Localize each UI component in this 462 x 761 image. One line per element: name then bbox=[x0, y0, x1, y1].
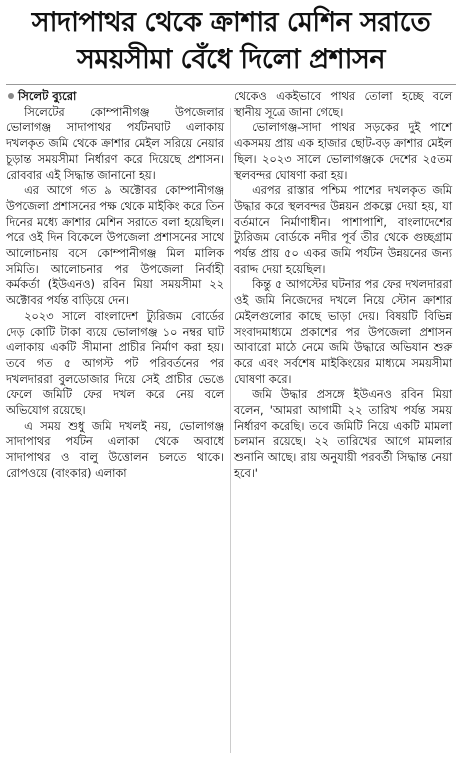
column-left bbox=[6, 89, 224, 482]
paragraph: এরপর রাস্তার পশ্চিম পাশের দখলকৃত জমি উদ্ধার করে স্থলবন্দর উন্নয়ন প্রকল্পে দেয়া হয়, যা বর্তমানে নির্মাণাধীন। পাশাপাশি, বাংলাদেশের ট্যুরিজম বোর্ডকে নদীর পূর্ব তীর থেকে গুচ্ছগ্রাম পর্যন্ত প্রায় ৫০ একর জমি পর্যটন উন্নয়নের জন্য বরাদ্দ দেয়া হয়েছিল। bbox=[234, 184, 452, 276]
paragraph: সিলেটের কোম্পানীগঞ্জ উপজেলার ভোলাগঞ্জ সাদাপাথর পর্যটনঘাট এলাকায় দখলকৃত জমি থেকে ক্রাশার মেইল সরিয়ে নেয়ার চূড়ান্ত সময়সীমা নির্ধারণ করে দিয়েছে প্রশাসন। রোববার এই সিদ্ধান্ত জানানো হয়। bbox=[6, 105, 224, 182]
paragraph: ভোলাগঞ্জ-সাদা পাথর সড়কের দুই পাশে একসময় প্রায় এক হাজার ছোট-বড় ক্রাশার মেইল ছিল। ২০২৩ সালে ভোলাগঞ্জকে দেশের ২৫তম স্থলবন্দর ঘোষণা করা হয়। bbox=[234, 121, 452, 182]
headline-line-2: সময়সীমা বেঁধে দিলো প্রশাসন bbox=[77, 44, 385, 75]
column-right bbox=[234, 89, 452, 482]
headline-line-1: সাদাপাথর থেকে ক্রাশার মেশিন সরাতে bbox=[31, 7, 431, 38]
headline bbox=[6, 4, 456, 78]
byline bbox=[6, 89, 224, 105]
paragraph: এর আগে গত ৯ অক্টোবর কোম্পানীগঞ্জ উপজেলা প্রশাসনের পক্ষ থেকে মাইকিং করে তিন দিনের মধ্যে ক্রাশার মেশিন সরাতে বলা হয়েছিল। পরে ওই দিন বিকেলে উপজেলা প্রশাসনের সাথে আলোচনায় বসে কোম্পানীগঞ্জ মিল মালিক সমিতি। আলোচনার পর উপজেলা নির্বাহী কর্মকর্তা (ইউএনও) রবিন মিয়া সময়সীমা ২২ অক্টোবর পর্যন্ত বাড়িয়ে দেন। bbox=[6, 184, 224, 308]
paragraph: থেকেও একইভাবে পাথর তোলা হচ্ছে বলে স্থানীয় সূত্রে জানা গেছে। bbox=[234, 90, 452, 119]
byline-text: সিলেট ব্যুরো bbox=[18, 89, 77, 103]
column-divider bbox=[230, 108, 231, 753]
paragraph: জমি উদ্ধার প্রসঙ্গে ইউএনও রবিন মিয়া বলেন, 'আমরা আগামী ২২ তারিখ পর্যন্ত সময় নির্ধারণ করেছি। তবে জমিটি নিয়ে একটি মামলা চলমান রয়েছে। ২২ তারিখের আগে মামলার শুনানি আছে। রায় অনুযায়ী পরবর্তী সিদ্ধান্ত নেয়া হবে।' bbox=[234, 388, 452, 480]
paragraph: ২০২৩ সালে বাংলাদেশ ট্যুরিজম বোর্ডের দেড় কোটি টাকা ব্যয়ে ভোলাগঞ্জ ১০ নম্বর ঘাট এলাকায় একটি সীমানা প্রাচীর নির্মাণ করা হয়। তবে গত ৫ আগস্ট পট পরিবর্তনের পর দখলদাররা বুলডোজার দিয়ে সেই প্রাচীর ভেঙে ফেলে জমিটি ফের দখল করে নেয় বলে অভিযোগ রয়েছে। bbox=[6, 309, 224, 418]
paragraph: কিন্তু ৫ আগস্টের ঘটনার পর ফের দখলদাররা ওই জমি নিজেদের দখলে নিয়ে স্টোন ক্রাশার মেইলগুলোর কাছে ভাড়া দেয়। বিষয়টি বিভিন্ন সংবাদমাধ্যমে প্রকাশের পর উপজেলা প্রশাসন আবারো মাঠে নেমে জমি উদ্ধারে অভিযান শুরু করে এবং সর্বশেষ মাইকিংয়ের মাধ্যমে সময়সীমা ঘোষণা করে। bbox=[234, 278, 452, 386]
headline-rule bbox=[6, 84, 456, 85]
paragraph: এ সময় শুধু জমি দখলই নয়, ভোলাগঞ্জ সাদাপাথর পর্যটন এলাকা থেকে অবাধে সাদাপাথর ও বালু উত্তোলন চলতে থাকে। রোপওয়ে (বাংকার) এলাকা bbox=[6, 419, 224, 480]
bullet-icon bbox=[8, 93, 14, 99]
article-body bbox=[6, 89, 456, 482]
